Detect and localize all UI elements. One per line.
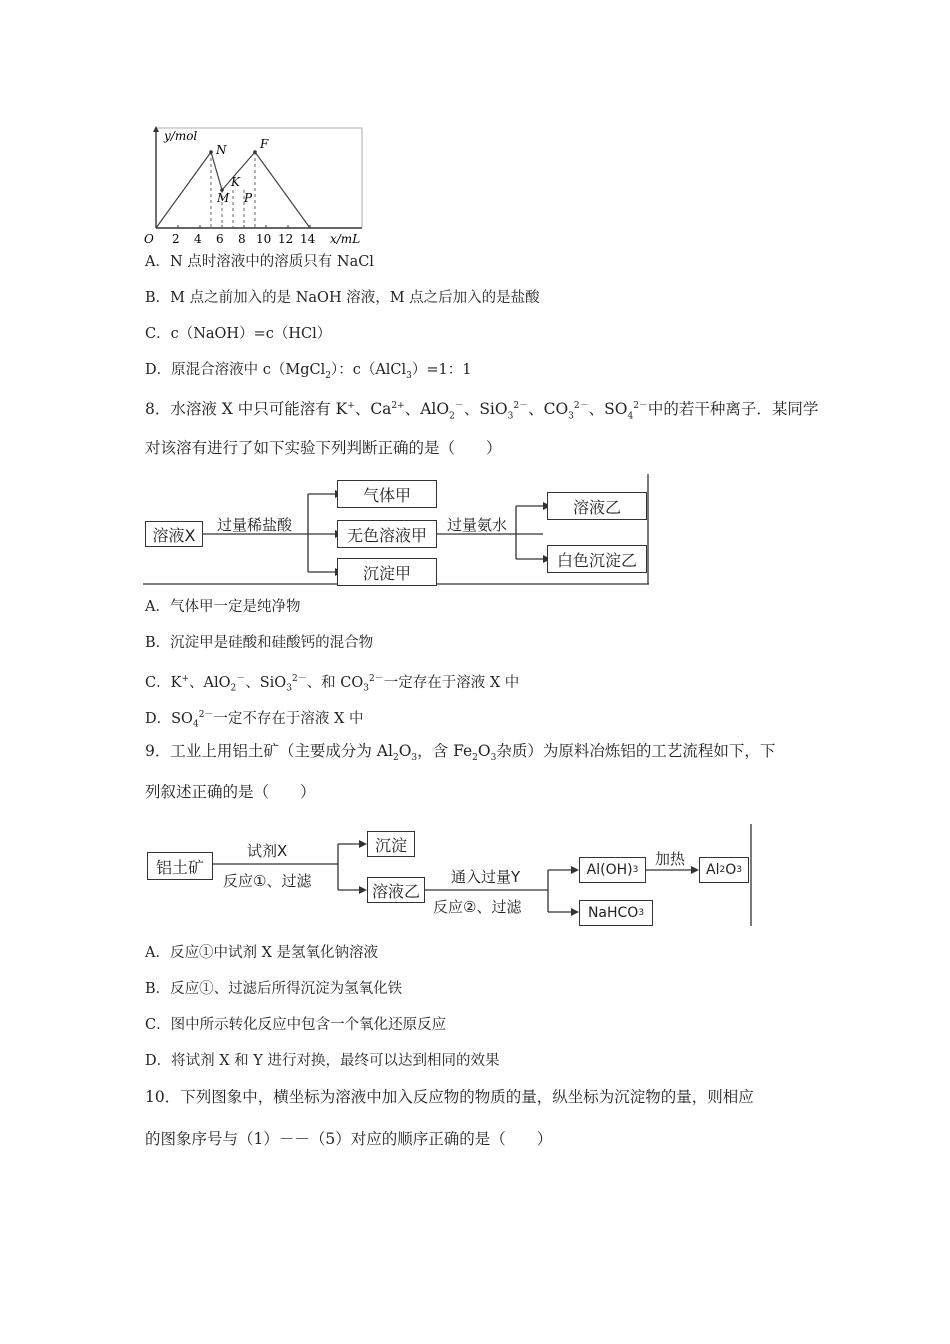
q7-chart bbox=[140, 124, 370, 248]
q7-d-sub3: 3 bbox=[406, 370, 412, 381]
q9-al2o3-o: O bbox=[725, 862, 737, 878]
q9-stem-line1 bbox=[145, 741, 775, 768]
q8-so-sub: 4 bbox=[627, 411, 634, 422]
q9-aloh3-text: Al(OH) bbox=[586, 862, 633, 878]
q8-ca-charge: 2+ bbox=[391, 401, 405, 411]
q9-al2o3-al: Al bbox=[706, 862, 720, 878]
q9-flowchart bbox=[143, 824, 755, 928]
q8-c-co: 、和 CO bbox=[306, 674, 364, 691]
q8-c-sio-sub: 3 bbox=[286, 683, 292, 694]
chart-xtick-4: 4 bbox=[194, 232, 202, 246]
q8-stem-line2: 对该溶有进行了如下实验下列判断正确的是（ ） bbox=[145, 439, 502, 457]
q8-c-sio-charge: 2－ bbox=[291, 674, 307, 684]
q9-box-nahco3 bbox=[579, 900, 653, 926]
q8-c-k: C．K bbox=[145, 674, 182, 691]
q10-stem-line2: 的图象序号与（1）－－（5）对应的顺序正确的是（ ） bbox=[145, 1130, 553, 1148]
q9-option-a: A．反应①中试剂 X 是氢氧化钠溶液 bbox=[145, 945, 379, 961]
chart-ylabel: y/mol bbox=[164, 129, 198, 143]
q7-option-a: A．N 点时溶液中的溶质只有 NaCl bbox=[145, 254, 374, 270]
chart-point-k: K bbox=[231, 175, 240, 189]
q8-option-c bbox=[145, 669, 519, 699]
q7-d-sub2: 2 bbox=[325, 370, 331, 381]
chart-xtick-10: 10 bbox=[256, 232, 272, 246]
q8-d-so: D．SO bbox=[145, 710, 193, 727]
q9-al2o3-sub3: 3 bbox=[736, 865, 742, 875]
q9-fe-sub: 2 bbox=[472, 753, 478, 764]
q8-alo-sub: 2 bbox=[449, 411, 455, 422]
q8-c-alo: 、AlO bbox=[188, 674, 231, 691]
q8-d-so-charge: 2－ bbox=[198, 710, 214, 720]
q9-label-reaction1: 反应①、过滤 bbox=[223, 872, 312, 890]
chart-point-p: P bbox=[244, 191, 253, 205]
chart-xtick-14: 14 bbox=[300, 232, 316, 246]
q9-al-sub: 2 bbox=[392, 753, 399, 764]
q8-option-a: A．气体甲一定是纯净物 bbox=[145, 599, 301, 615]
q8-sio-charge: 2－ bbox=[513, 401, 529, 411]
q7-d-part2: ）：c（AlCl bbox=[330, 362, 407, 378]
q8-stem-end: 中的若干种离子．某同学 bbox=[647, 400, 819, 419]
q8-co-sub: 3 bbox=[568, 411, 574, 422]
chart-origin: O bbox=[144, 232, 154, 246]
q9-box-precipitate: 沉淀 bbox=[367, 831, 415, 857]
q7-d-part3: ）=1：1 bbox=[411, 362, 472, 378]
q8-box-solution-x: 溶液X bbox=[145, 521, 203, 547]
q8-alo: 、AlO bbox=[404, 400, 450, 419]
q9-box-al2o3 bbox=[699, 857, 749, 883]
q9-al2o3-sub2: 2 bbox=[719, 865, 726, 875]
chart-point-f: F bbox=[260, 137, 269, 151]
q8-sio: 、SiO bbox=[463, 400, 508, 419]
q9-box-aloh3 bbox=[579, 857, 646, 883]
q9-fe: ，含 Fe bbox=[417, 742, 473, 760]
q8-c-alo-sub: 2 bbox=[230, 683, 237, 694]
q7-option-b: B．M 点之前加入的是 NaOH 溶液，M 点之后加入的是盐酸 bbox=[145, 290, 540, 306]
q8-option-b: B．沉淀甲是硅酸和硅酸钙的混合物 bbox=[145, 635, 374, 651]
q9-stem-text: 9．工业上用铝土矿（主要成分为 Al bbox=[145, 742, 393, 760]
q8-so-charge: 2－ bbox=[633, 401, 648, 411]
q9-aloh3-sub: 3 bbox=[632, 865, 639, 875]
q8-flowchart bbox=[143, 474, 651, 586]
q9-option-d: D．将试剂 X 和 Y 进行对换，最终可以达到相同的效果 bbox=[145, 1053, 500, 1069]
q9-option-b: B．反应①、过滤后所得沉淀为氢氧化铁 bbox=[145, 981, 403, 997]
q9-option-c: C．图中所示转化反应中包含一个氧化还原反应 bbox=[145, 1017, 447, 1033]
q9-box-bauxite: 铝土矿 bbox=[147, 852, 213, 880]
q8-c-alo-charge: － bbox=[236, 674, 246, 684]
q9-label-reagent-x: 试剂X bbox=[247, 842, 288, 860]
q8-box-white-precipitate: 白色沉淀乙 bbox=[547, 545, 647, 573]
q9-o2: O bbox=[477, 742, 491, 760]
chart-point-n: N bbox=[216, 143, 227, 157]
q8-c-co-charge: 2－ bbox=[369, 674, 384, 684]
q8-k-charge: + bbox=[347, 401, 355, 411]
chart-xtick-6: 6 bbox=[216, 232, 224, 246]
chart-xtick-8: 8 bbox=[238, 232, 246, 246]
q9-o: O bbox=[398, 742, 412, 760]
q8-label-dilute-hcl: 过量稀盐酸 bbox=[217, 516, 293, 534]
q7-d-part1: D．原混合溶液中 c（MgCl bbox=[145, 362, 326, 378]
q8-d-end: 一定不存在于溶液 X 中 bbox=[213, 710, 364, 727]
q8-box-solution-b: 溶液乙 bbox=[547, 492, 647, 520]
chart-point-1 bbox=[209, 150, 213, 154]
q9-o2-sub: 3 bbox=[490, 753, 497, 764]
q8-c-end: 一定存在于溶液 X 中 bbox=[383, 674, 520, 691]
q9-nahco3-text: NaHCO bbox=[587, 905, 639, 921]
q7-option-c: C．c（NaOH）=c（HCl） bbox=[145, 326, 332, 342]
q9-stem-end: 杂质）为原料冶炼铝的工艺流程如下，下 bbox=[496, 742, 776, 760]
q9-label-heat: 加热 bbox=[655, 850, 686, 868]
q8-c-k-charge: + bbox=[181, 674, 189, 684]
q8-option-d bbox=[145, 705, 363, 735]
q7-option-d bbox=[145, 360, 472, 386]
q8-box-colorless-solution: 无色溶液甲 bbox=[337, 520, 437, 548]
q8-stem-line1 bbox=[145, 396, 818, 426]
q8-stem-text: 8．水溶液 X 中只可能溶有 K bbox=[145, 400, 348, 419]
chart-xtick-12: 12 bbox=[278, 232, 294, 246]
q8-box-precipitate: 沉淀甲 bbox=[337, 558, 437, 586]
q9-stem-line2: 列叙述正确的是（ ） bbox=[145, 783, 316, 801]
q9-label-excess-y: 通入过量Y bbox=[451, 868, 521, 886]
q8-c-sio: 、SiO bbox=[245, 674, 287, 691]
chart-xlabel: x/mL bbox=[330, 232, 361, 246]
q9-label-reaction2: 反应②、过滤 bbox=[433, 898, 522, 916]
q8-alo-charge: － bbox=[454, 401, 464, 411]
q8-so: 、SO bbox=[588, 400, 628, 419]
q8-d-so-sub: 4 bbox=[192, 719, 199, 730]
q8-co: 、CO bbox=[528, 400, 569, 419]
q8-co-charge: 2－ bbox=[573, 401, 589, 411]
chart-xtick-2: 2 bbox=[172, 232, 180, 246]
q9-nahco3-sub: 3 bbox=[638, 908, 645, 918]
q8-c-co-sub: 3 bbox=[363, 683, 369, 694]
q9-o-sub: 3 bbox=[411, 753, 418, 764]
q9-box-solution-b: 溶液乙 bbox=[367, 877, 425, 903]
q8-sio-sub: 3 bbox=[507, 411, 514, 422]
chart-y-arrow bbox=[153, 126, 159, 132]
chart-point-3 bbox=[253, 150, 257, 154]
q8-label-ammonia: 过量氨水 bbox=[447, 516, 508, 534]
q8-box-gas: 气体甲 bbox=[337, 480, 437, 508]
q8-ca: 、Ca bbox=[354, 400, 392, 419]
chart-point-m: M bbox=[217, 191, 230, 205]
q10-stem-line1: 10．下列图象中，横坐标为溶液中加入反应物的物质的量，纵坐标为沉淀物的量，则相应 bbox=[145, 1088, 754, 1106]
